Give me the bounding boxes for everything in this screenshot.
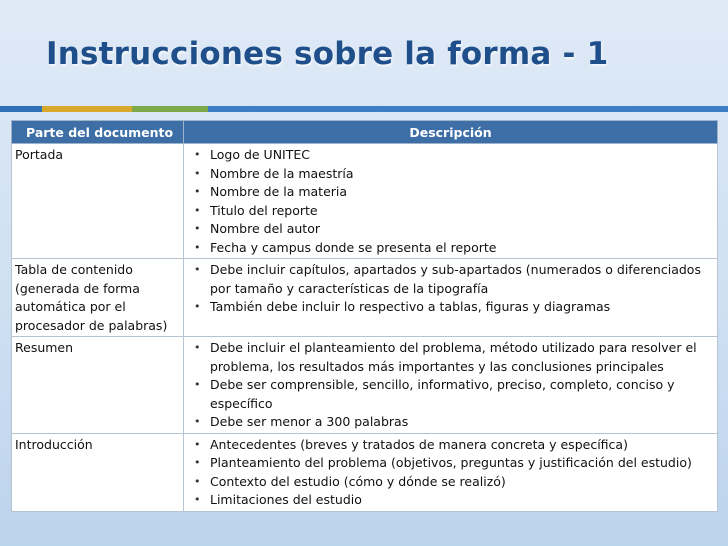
accent-bar (0, 106, 728, 112)
bullet-item: • Planteamiento del problema (objetivos, preguntas y justificación del estudio) (192, 454, 713, 473)
bullet-item: • También debe incluir lo respectivo a tablas, figuras y diagramas (192, 298, 713, 317)
row-part-label: Portada (12, 144, 184, 259)
row-part-label: Introducción (12, 433, 184, 511)
accent-segment-gold (42, 106, 132, 112)
table-row (12, 144, 718, 259)
instructions-table (11, 120, 718, 512)
slide-title: Instrucciones sobre la forma - 1 (46, 36, 609, 72)
accent-segment-blue-long (208, 106, 728, 112)
bullet-item: • Fecha y campus donde se presenta el reporte (192, 239, 713, 258)
bullet-item: • Nombre del autor (192, 220, 713, 239)
bullet-list (188, 339, 713, 432)
bullet-item: • Contexto del estudio (cómo y dónde se realizó) (192, 473, 713, 492)
row-description (184, 337, 718, 434)
header-description: Descripción (184, 121, 718, 144)
bullet-item: • Nombre de la materia (192, 183, 713, 202)
table-row (12, 337, 718, 434)
bullet-list (188, 146, 713, 257)
row-description (184, 259, 718, 337)
bullet-item: • Debe ser menor a 300 palabras (192, 413, 713, 432)
bullet-item: • Debe ser comprensible, sencillo, informativo, preciso, completo, conciso y específico (192, 376, 713, 413)
accent-segment-blue (0, 106, 42, 112)
table-row (12, 259, 718, 337)
bullet-item: • Debe incluir el planteamiento del problema, método utilizado para resolver el problema, los resultados más importantes y las conclusiones principales (192, 339, 713, 376)
table-row (12, 433, 718, 511)
bullet-list (188, 436, 713, 510)
bullet-item: • Nombre de la maestría (192, 165, 713, 184)
row-description (184, 144, 718, 259)
row-part-label: Tabla de contenido (generada de forma automática por el procesador de palabras) (12, 259, 184, 337)
bullet-list (188, 261, 713, 317)
accent-segment-green (132, 106, 208, 112)
bullet-item: • Logo de UNITEC (192, 146, 713, 165)
row-description (184, 433, 718, 511)
row-part-label: Resumen (12, 337, 184, 434)
header-part: Parte del documento (12, 121, 184, 144)
bullet-item: • Antecedentes (breves y tratados de manera concreta y específica) (192, 436, 713, 455)
table-header-row (12, 121, 718, 144)
bullet-item: • Debe incluir capítulos, apartados y sub-apartados (numerados o diferenciados por tamaño y características de la tipografía (192, 261, 713, 298)
bullet-item: • Limitaciones del estudio (192, 491, 713, 510)
bullet-item: • Titulo del reporte (192, 202, 713, 221)
